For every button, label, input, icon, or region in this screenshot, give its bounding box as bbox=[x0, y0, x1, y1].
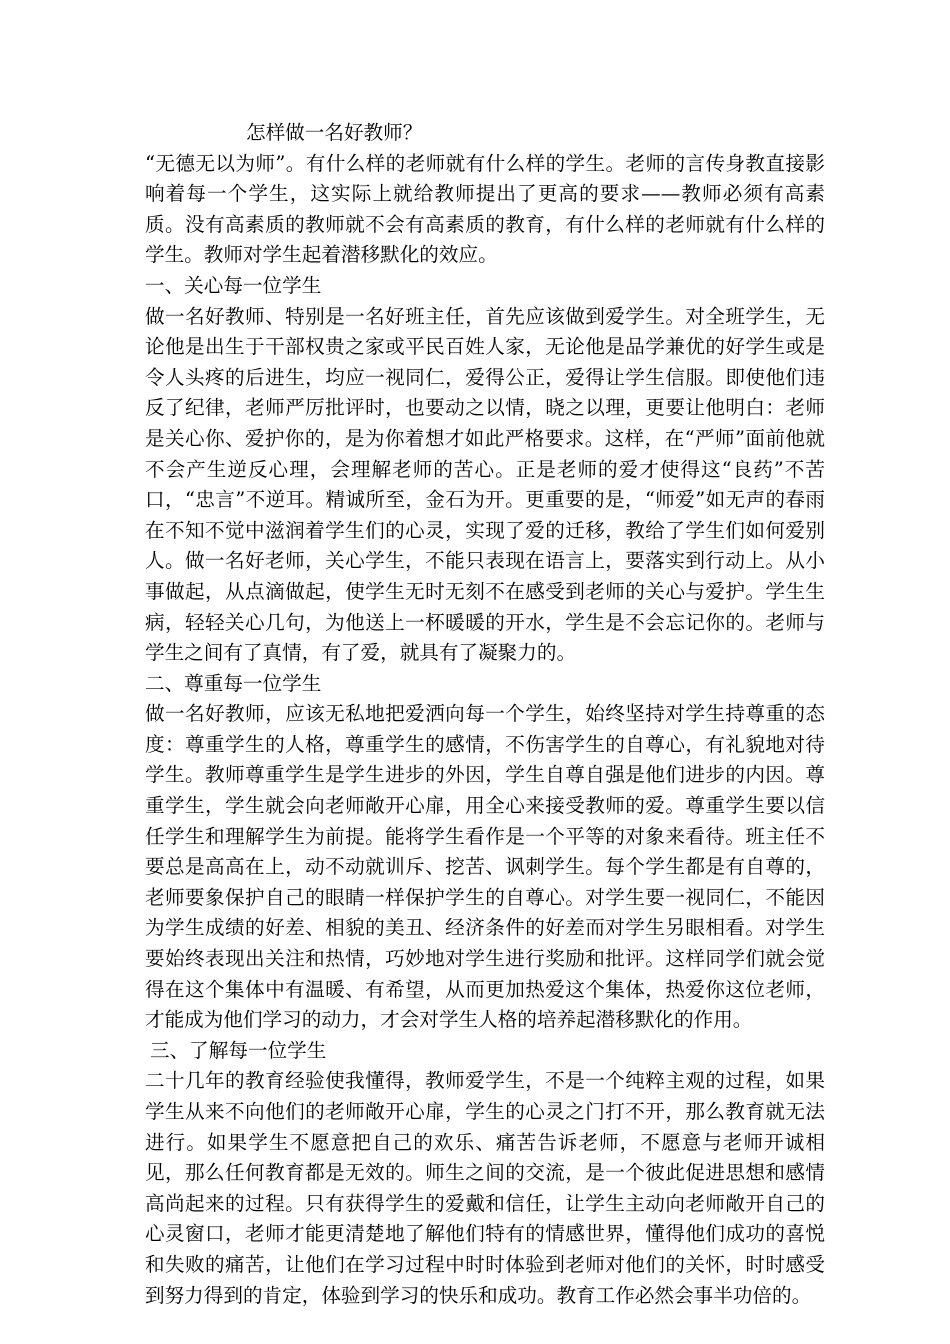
section-heading: 二、尊重每一位学生 bbox=[145, 671, 322, 695]
section-body: 做一名好教师，应该无私地把爱洒向每一个学生，始终坚持对学生持尊重的态度：尊重学生的人格，尊重学生的感情，不伤害学生的自尊心，有礼貌地对待学生。教师尊重学生是学生进步的外因，学生自尊自强是他们进步的内因。尊重学生，学生就会向老师敞开心扉，用全心来接受教师的爱。尊重学生要以信任学生和理解学生为前提。能将学生看作是一个平等的对象来看待。班主任不要总是高高在上，动不动就训斥、挖苦、讽刺学生。每个学生都是有自尊的，老师要象保护自己的眼睛一样保护学生的自尊心。对学生要一视同仁，不能因为学生成绩的好差、相貌的美丑、经济条件的好差而对学生另眼相看。对学生要始终表现出关注和热情，巧妙地对学生进行奖励和批评。这样同学们就会觉得在这个集体中有温暖、有希望，从而更加热爱这个集体，热爱你这位老师，才能成为他们学习的动力，才会对学生人格的培养起潜移默化的作用。 bbox=[145, 702, 825, 1032]
section-understand bbox=[145, 1036, 825, 1311]
intro-paragraph: “无德无以为师”。有什么样的老师就有什么样的学生。老师的言传身教直接影响着每一个学生，这实际上就给教师提出了更高的要求——教师必须有高素质。没有高素质的教师就不会有高素质的教育，有什么样的老师就有什么样的学生。教师对学生起着潜移默化的效应。 bbox=[145, 151, 825, 267]
document-title: 怎样做一名好教师？ bbox=[246, 121, 423, 144]
section-care bbox=[145, 271, 825, 669]
section-body: 做一名好教师、特别是一名好班主任，首先应该做到爱学生。对全班学生，无论他是出生于干部权贵之家或平民百姓人家，无论他是品学兼优的好学生或是令人头疼的后进生，均应一视同仁，爱得公正，爱得让学生信服。即使他们违反了纪律，老师严厉批评时，也要动之以情，晓之以理，更要让他明白：老师是关心你、爱护你的，是为你着想才如此严格要求。这样，在“严师”面前他就不会产生逆反心理，会理解老师的苦心。正是老师的爱才使得这“良药”不苦口，“忠言”不逆耳。精诚所至，金石为开。更重要的是，“师爱”如无声的春雨在不知不觉中滋润着学生们的心灵，实现了爱的迁移，教给了学生们如何爱别人。做一名好老师，关心学生，不能只表现在语言上，要落实到行动上。从小事做起，从点滴做起，使学生无时无刻不在感受到老师的关心与爱护。学生生病，轻轻关心几句，为他送上一杯暖暖的开水，学生是不会忘记你的。老师与学生之间有了真情，有了爱，就具有了凝聚力的。 bbox=[145, 304, 825, 665]
section-respect bbox=[145, 669, 825, 1036]
document-page bbox=[145, 118, 825, 1311]
section-body: 二十几年的教育经验使我懂得，教师爱学生，不是一个纯粹主观的过程，如果学生从来不向他们的老师敞开心扉，学生的心灵之门打不开，那么教育就无法进行。如果学生不愿意把自己的欢乐、痛苦告诉老师，不愿意与老师开诚相见，那么任何教育都是无效的。师生之间的交流，是一个彼此促进思想和感情高尚起来的过程。只有获得学生的爱戴和信任，让学生主动向老师敞开自己的心灵窗口，老师才能更清楚地了解他们特有的情感世界，懂得他们成功的喜悦和失败的痛苦，让他们在学习过程中时时体验到老师对他们的关怀，时时感受到努力得到的肯定，体验到学习的快乐和成功。教育工作必然会事半功倍的。 bbox=[145, 1069, 825, 1307]
section-heading: 三、了解每一位学生 bbox=[150, 1038, 327, 1062]
section-heading: 一、关心每一位学生 bbox=[145, 273, 322, 297]
